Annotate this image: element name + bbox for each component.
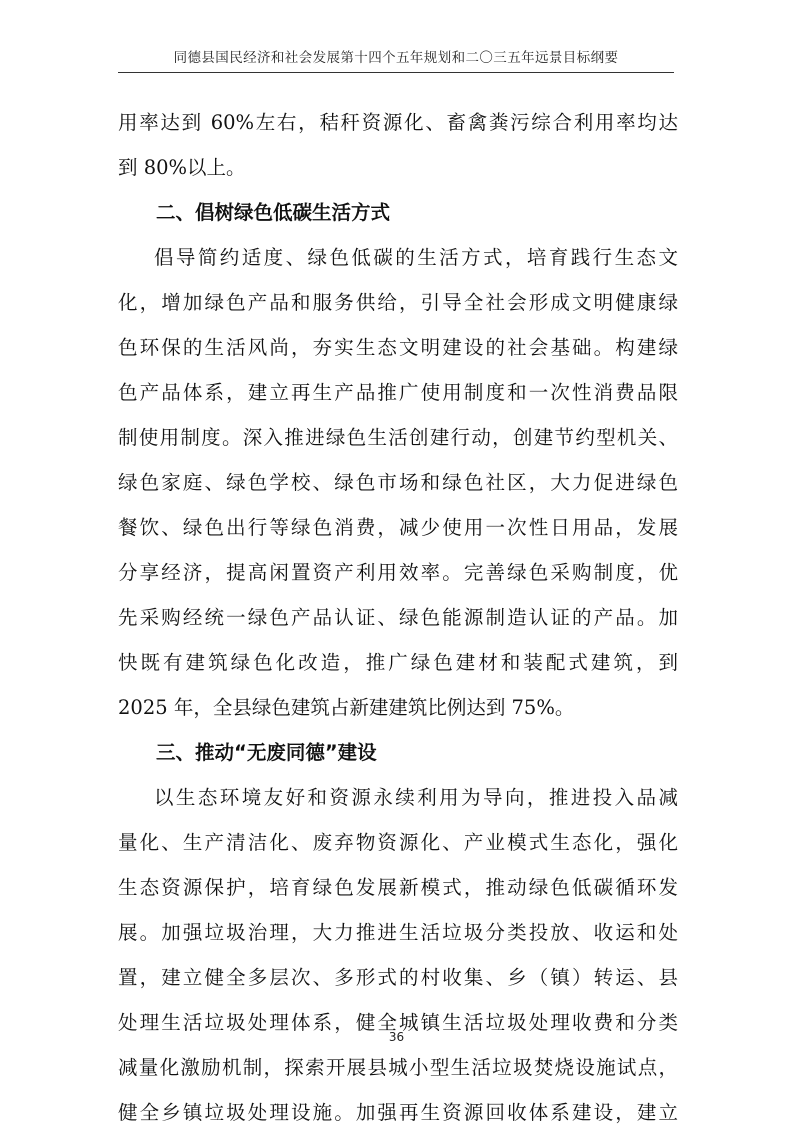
paragraph-line: 以生态环境友好和资源永续利用为导向，推进投入品减 <box>154 786 678 809</box>
section-heading: 二、倡树绿色低碳生活方式 <box>156 201 391 224</box>
paragraph-line: 制使用制度。深入推进绿色生活创建行动，创建节约型机关、 <box>118 426 678 449</box>
page-number: 36 <box>388 1030 405 1044</box>
paragraph-line: 生态资源保护，培育绿色发展新模式，推动绿色低碳循环发 <box>118 876 678 899</box>
paragraph-line: 健全乡镇垃圾处理设施。加强再生资源回收体系建设，建立 <box>118 1101 678 1124</box>
paragraph-line: 分享经济，提高闲置资产利用效率。完善绿色采购制度，优 <box>118 561 678 584</box>
paragraph-line: 减量化激励机制，探索开展县城小型生活垃圾焚烧设施试点， <box>118 1056 678 1079</box>
paragraph-line: 到 80%以上。 <box>118 156 246 179</box>
header-divider <box>118 72 674 73</box>
section-heading: 三、推动“无废同德”建设 <box>156 741 377 764</box>
paragraph-line: 餐饮、绿色出行等绿色消费，减少使用一次性日用品，发展 <box>118 516 678 539</box>
paragraph-line: 色环保的生活风尚，夯实生态文明建设的社会基础。构建绿 <box>118 336 678 359</box>
paragraph-line: 处理生活垃圾处理体系，健全城镇生活垃圾处理收费和分类 <box>118 1011 678 1034</box>
paragraph-line: 用率达到 60%左右，秸秆资源化、畜禽粪污综合利用率均达 <box>118 111 678 134</box>
running-header: 同德县国民经济和社会发展第十四个五年规划和二〇三五年远景目标纲要 <box>173 50 619 66</box>
paragraph-line: 倡导简约适度、绿色低碳的生活方式，培育践行生态文 <box>154 246 678 269</box>
paragraph-line: 化，增加绿色产品和服务供给，引导全社会形成文明健康绿 <box>118 291 678 314</box>
paragraph-line: 色产品体系，建立再生产品推广使用制度和一次性消费品限 <box>118 381 678 404</box>
page-body <box>118 100 678 1135</box>
paragraph-line: 快既有建筑绿色化改造，推广绿色建材和装配式建筑，到 <box>118 651 678 674</box>
paragraph-line: 置，建立健全多层次、多形式的村收集、乡（镇）转运、县 <box>118 966 678 989</box>
paragraph-line: 展。加强垃圾治理，大力推进生活垃圾分类投放、收运和处 <box>118 921 678 944</box>
paragraph-line: 量化、生产清洁化、废弃物资源化、产业模式生态化，强化 <box>118 831 678 854</box>
paragraph-line: 绿色家庭、绿色学校、绿色市场和绿色社区，大力促进绿色 <box>118 471 678 494</box>
paragraph-line: 先采购经统一绿色产品认证、绿色能源制造认证的产品。加 <box>118 606 678 629</box>
paragraph-line: 2025 年，全县绿色建筑占新建建筑比例达到 75%。 <box>118 696 575 719</box>
